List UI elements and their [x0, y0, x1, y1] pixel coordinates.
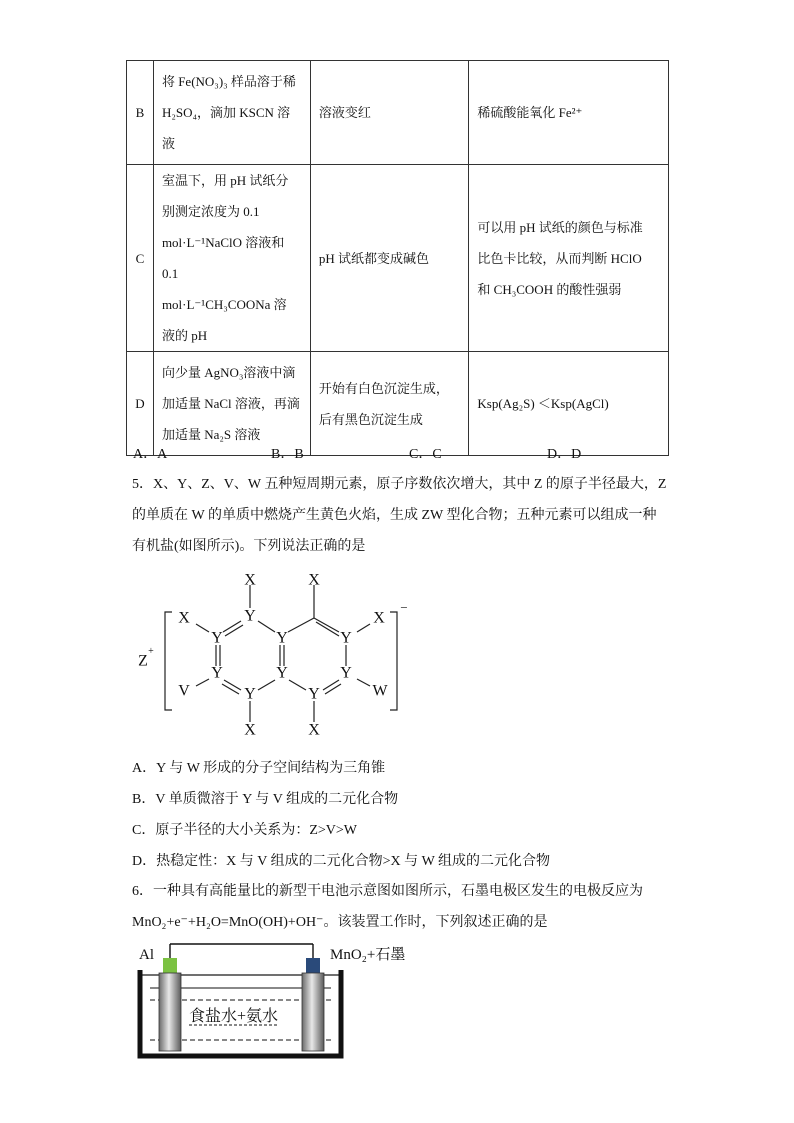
row-letter: B: [127, 61, 154, 165]
q4-option-b[interactable]: B．B: [271, 447, 304, 462]
atom-y: Y: [211, 664, 223, 682]
atom-w: W: [372, 682, 388, 700]
atom-x-left: X: [178, 609, 190, 627]
operation-cell: 向少量 AgNO₃溶液中滴 加适量 NaCl 溶液，再滴 加适量 Na₂S 溶液: [153, 352, 310, 456]
atom-y: Y: [244, 607, 256, 625]
q5-option-a[interactable]: A．Y 与 W 形成的分子空间结构为三角锥: [132, 761, 386, 776]
atom-x-bottom-right: X: [308, 721, 320, 739]
table-row: [127, 165, 669, 352]
conclusion-cell: Ksp(Ag₂S) ＜Ksp(AgCl): [469, 352, 669, 456]
q4-option-c[interactable]: C．C: [409, 447, 442, 462]
conclusion-cell: 可以用 pH 试纸的颜色与标准 比色卡比较，从而判断 HClO 和 CH₃COOH 的酸性强弱: [469, 165, 669, 352]
cation-charge: +: [148, 646, 154, 657]
atom-y: Y: [276, 664, 288, 682]
conclusion-cell: 稀硫酸能氧化 Fe²⁺: [469, 61, 669, 165]
experiment-table: [126, 60, 669, 456]
anion-charge: −: [400, 600, 408, 615]
q5-option-b[interactable]: B．V 单质微溶于 Y 与 V 组成的二元化合物: [132, 792, 399, 807]
cation-symbol: Z: [138, 652, 148, 670]
organic-salt-structure: [130, 566, 430, 744]
label-electrolyte: 食盐水+氨水: [189, 1008, 279, 1025]
q6-stem: 6．一种具有高能量比的新型干电池示意图如图所示，石墨电极区发生的电极反应为 MnO₂+e⁻+H₂O=MnO(OH)+OH⁻。该装置工作时，下列叙述正确的是: [132, 884, 643, 930]
al-electrode: [159, 973, 181, 1051]
atom-x-bottom-left: X: [244, 721, 256, 739]
phenomenon-cell: 溶液变红: [310, 61, 469, 165]
atom-x-right: X: [373, 609, 385, 627]
table-row: [127, 352, 669, 456]
atom-x-top-right: X: [308, 571, 320, 589]
row-letter: D: [127, 352, 154, 456]
phenomenon-cell: 开始有白色沉淀生成， 后有黑色沉淀生成: [310, 352, 469, 456]
q5-stem: 5．X、Y、Z、V、W 五种短周期元素，原子序数依次增大，其中 Z 的原子半径最大，Z 的单质在 W 的单质中燃烧产生黄色火焰，生成 ZW 型化合物；五种元素可以组成一种 有机盐(如图所示)。下列说法正确的是: [132, 477, 667, 554]
atom-v: V: [178, 682, 190, 700]
q4-option-a[interactable]: A．A: [133, 447, 168, 462]
q5-option-d[interactable]: D．热稳定性：X 与 V 组成的二元化合物>X 与 W 组成的二元化合物: [132, 854, 551, 869]
operation-cell: 室温下，用 pH 试纸分 别测定浓度为 0.1 mol·L⁻¹NaClO 溶液和 0.1 mol·L⁻¹CH₃COONa 溶 液的 pH: [153, 165, 310, 352]
table-row: [127, 61, 669, 165]
q4-option-d[interactable]: D．D: [547, 447, 582, 462]
label-al: Al: [139, 947, 154, 963]
atom-x-top-left: X: [244, 571, 256, 589]
atom-y: Y: [340, 664, 352, 682]
mno2-electrode-cap: [306, 958, 320, 973]
battery-diagram: [130, 938, 420, 1060]
atom-y: Y: [340, 629, 352, 647]
q5-option-c[interactable]: C．原子半径的大小关系为：Z>V>W: [132, 823, 358, 838]
row-letter: C: [127, 165, 154, 352]
operation-cell: 将 Fe(NO₃)₃ 样品溶于稀 H₂SO₄，滴加 KSCN 溶 液: [153, 61, 310, 165]
label-mno2-graphite: MnO₂+石墨: [330, 947, 406, 963]
atom-y: Y: [308, 685, 320, 703]
atom-y: Y: [276, 629, 288, 647]
phenomenon-cell: pH 试纸都变成碱色: [310, 165, 469, 352]
atom-y: Y: [244, 685, 256, 703]
atom-y: Y: [211, 629, 223, 647]
al-electrode-cap: [163, 958, 177, 973]
graphite-electrode: [302, 973, 324, 1051]
